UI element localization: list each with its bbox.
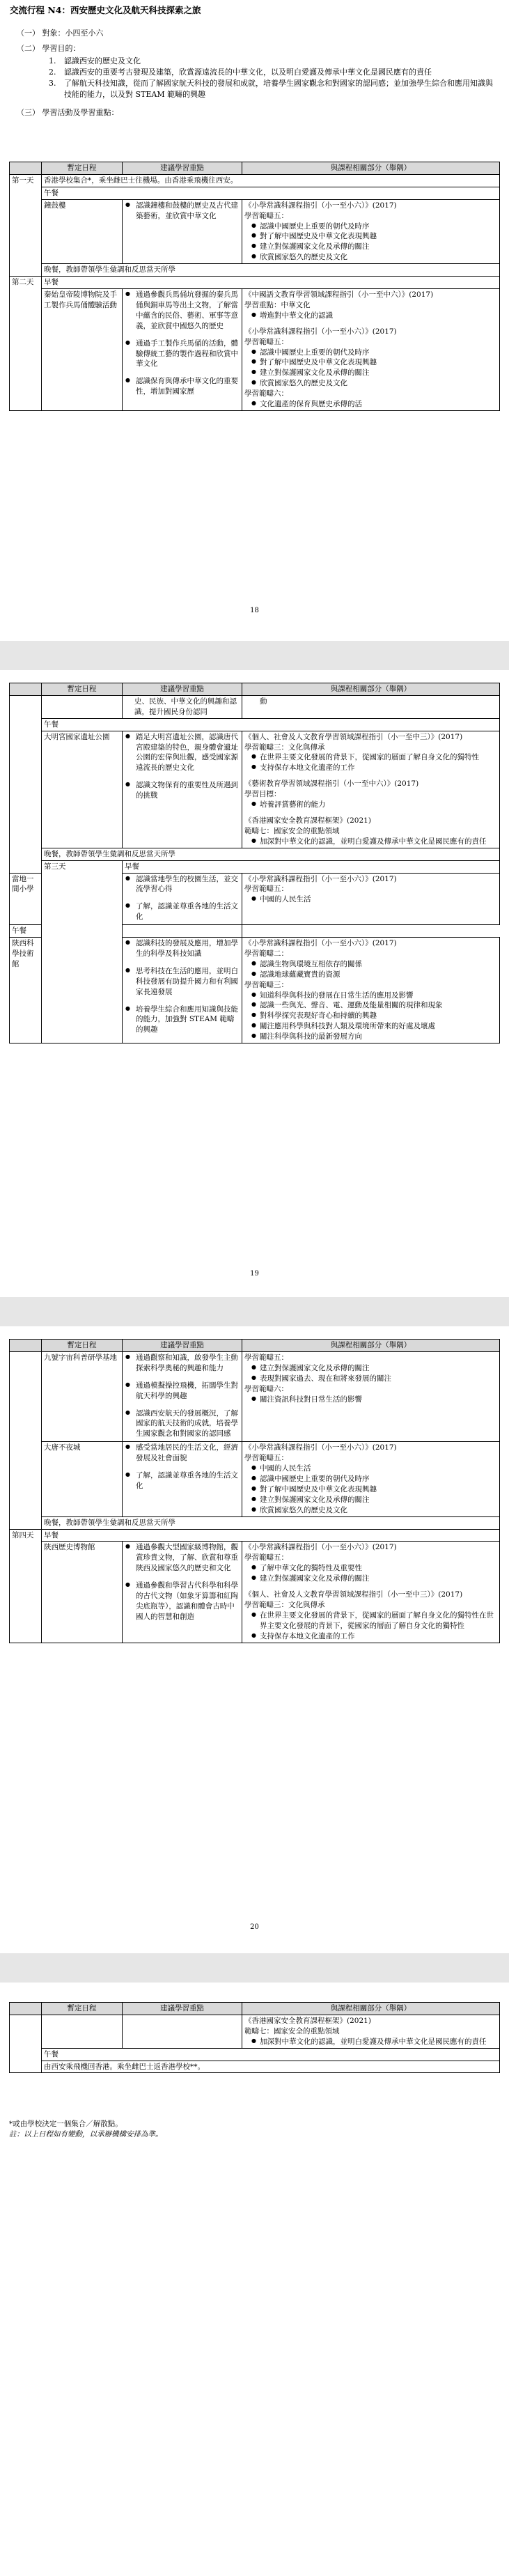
schedule-cell: 秦始皇帝陵博物院及手工製作兵馬俑體驗活動 (42, 288, 123, 410)
header-focus: 建議學習重點 (123, 162, 242, 175)
page-gap (0, 1297, 509, 1326)
table-header-row: 暫定日程 建議學習重點 與課程相關部分（舉隅） (10, 1340, 500, 1352)
curriculum-cell: 《中國語文教育學習領域課程指引（小一至中六）》(2017) 學習重點：中華文化 ● 增進對中華文化的認識 《小學常識科課程指引（小一至小六）》(2017) 學習範疇五： ● 認識中國歷史上重要的朝代及時序 ● 對了解中國歷史及中華文化表現興趣 ● 建立對保護國家文化及承傳的關注 ● 欣賞國家悠久的歷史及文化 學習範疇六： ● 文化遺產的保育與歷史承傳的活 (242, 288, 500, 410)
table-row (10, 199, 500, 263)
goals-heading: （二） 學習目的： (17, 43, 81, 53)
page-number: 19 (250, 1270, 259, 1278)
curriculum-cell: 《小學常識科課程指引（小一至小六）》(2017) 學習範疇二： ● 認識生物與環境互相依存的關係 ● 認識地球蘊藏寶貴的資源 學習範疇三： ● 知道科學與科技的發展在日常生活的應用及影響 ● 認識一些與光、聲音、電、運動及能量相關的現律和現象 ● 對科學探究表現好奇心和持續的興趣 ● 關注應用科學與科技對人類及環境所帶來的好處及壞處 ● 關注科學與科技的最新發展方向 (242, 938, 500, 1043)
focus-cell: ● 通過參觀兵馬俑坑發掘的秦兵馬俑與銅車馬等出土文物，了解當中蘊含的民俗、藝術、軍事等意義，並欣賞中國悠久的歷史 ● 通過手工製作兵馬俑的活動，體驗傳統工藝的製作過程和欣賞中華文化 ● 認識保育與傳承中華文化的重要性，增加對國家歷 (123, 288, 242, 410)
activities-heading: （三） 學習活動及學習重點： (17, 107, 119, 117)
page-21 (0, 1983, 509, 2576)
full-row-text: 香港學校集合*，乘坐雌巴士往機場。由香港乘飛機往西安。 (42, 174, 500, 187)
itinerary-table (9, 683, 500, 1043)
table-row (10, 695, 500, 718)
meal-row: 午餐 (10, 925, 242, 938)
page-20 (0, 1326, 509, 1953)
curriculum-cell: 動 (242, 695, 500, 718)
schedule-cell: 當地一間小學 (10, 873, 42, 925)
table-row (10, 925, 500, 938)
meal-row: 午餐 (42, 187, 500, 199)
page-gap (0, 641, 509, 670)
schedule-cell: 陝西科學技術館 (10, 938, 42, 1043)
dinner-row: 晚餐，教師帶領學生彙調和反思當天所學 (42, 1516, 500, 1529)
page-19 (0, 670, 509, 1297)
goal-item: 2. 認識西安的重要考古發現及建築，欣賞源遠流長的中華文化，以及明白愛護及傳承中華文化是國民應有的責任 (49, 67, 432, 77)
meal-row: 早餐 (42, 1529, 500, 1542)
table-row (10, 2061, 500, 2073)
intro-section (10, 28, 497, 118)
schedule-cell: 大唐不夜城 (42, 1442, 123, 1516)
goals-list (49, 56, 494, 100)
focus-cell: ● 通過觀察和知識，啟發學生主動探索科學奧秘的興趣和能力 ● 通過模擬操控飛機，拓闊學生對航天科學的興趣 ● 認識西安航天的發展概況，了解國家的航天技術的成就，培養學生國家觀念和對國家的認同感 (123, 1351, 242, 1441)
day-label: 第三天 (42, 860, 123, 1043)
full-row-text: 由西安乘飛機回香港。乘坐雌巴士返香港學校**。 (42, 2061, 500, 2073)
table-row (10, 731, 500, 848)
focus-cell: 史、民族、中華文化的興趣和認識，提升國民身份認同 (123, 695, 242, 718)
table-row (10, 1351, 500, 1441)
page-number: 18 (250, 607, 259, 614)
focus-cell: ● 感受當地居民的生活文化，經濟發展及社會面貌 ● 了解，認識並尊重各地的生活文化 (123, 1442, 242, 1516)
goal-item: 1. 認識西安的歷史及文化 (49, 56, 141, 65)
table-row (10, 1516, 500, 1529)
focus-cell: ● 踏足大明宮遺址公園，認識唐代宮殿建築的特色，親身體會遺址公園的宏偉與壯觀，感受國家源遠流長的歷史文化 ● 認識文物保育的重要性及所遇到的挑戰 (123, 731, 242, 848)
header-curriculum: 與課程相關部分（舉隅） (242, 162, 500, 175)
itinerary-table (9, 2002, 500, 2073)
dinner-row: 晚餐，教師帶領學生彙調和反思當天所學 (42, 264, 500, 277)
table-row (10, 1442, 500, 1516)
table-row (10, 277, 500, 289)
schedule-cell: 鐘鼓樓 (42, 199, 123, 263)
day-label: 第二天 (10, 277, 42, 411)
goal-item: 3. 了解航天科技知識，從而了解國家航天科技的發展和成就，培養學生國家觀念和對國家的認同感；並加強學生綜合和應用知識與技能的能力，以及對 STEAM 範疇的興趣 (49, 78, 493, 99)
header-schedule: 暫定日程 (42, 162, 123, 175)
meal-row: 午餐 (42, 718, 500, 731)
focus-cell: ● 認識當地學生的校園生活，並交流學習心得 ● 了解，認識並尊重各地的生活文化 (123, 873, 242, 925)
schedule-cell: 陝西歷史博物館 (42, 1542, 123, 1643)
page-18 (0, 0, 509, 641)
focus-cell: ● 認識科技的發展及應用，增加學生的科學及科技知識 ● 思考科技在生活的應用，並明白科技發展有助提升國力和有利國家長遠發展 ● 培養學生綜合和應用知識與技能的能力，加強對 STEAM 範疇的興趣 (123, 938, 242, 1043)
footnote-change: 註：以上日程如有變動，以承辦機構安排為準。 (9, 2130, 163, 2139)
day-label: 第一天 (10, 174, 42, 276)
table-row (10, 1542, 500, 1643)
page-number: 20 (250, 1923, 259, 1931)
table-header-row: 暫定日程 建議學習重點 與課程相關部分（舉隅） (10, 683, 500, 696)
focus-cell: ● 通過參觀大型國家級博物館，觀賞珍貴文物，了解、欣賞和尊重陝西及國家悠久的歷史和文化 ● 通過參觀和學習古代科學和科學的古代文物（如象牙算籌和紅陶尖底瓶等），認識和體會古時中國人的智慧和創造 (123, 1542, 242, 1643)
focus-cell: ● 認識鐘樓和鼓樓的歷史及古代建築藝術，並欣賞中華文化 (123, 199, 242, 263)
table-row (10, 2048, 500, 2061)
itinerary-title: 交流行程 N4：西安歷史文化及航天科技探索之旅 (10, 5, 201, 15)
itinerary-table (9, 162, 500, 411)
schedule-cell: 九號字宙科普研學基地 (42, 1351, 123, 1441)
footnotes (9, 2119, 163, 2140)
table-row (10, 848, 500, 860)
table-row (10, 718, 500, 731)
table-row (10, 174, 500, 187)
table-row (10, 187, 500, 199)
curriculum-cell: 《小學常識科課程指引（小一至小六）》(2017) 學習範疇五： ● 中國的人民生活 (242, 873, 500, 925)
curriculum-cell: 學習範疇五： ● 建立對保護國家文化及承傳的關注 ● 表現對國家過去、現在和將來發展的關注 學習範疇六： ● 關注資訊科技對日常生活的影響 (242, 1351, 500, 1441)
curriculum-cell: 《香港國家安全教育課程框架》(2021) 範疇七：國家安全的重點領域 ● 加深對中華文化的認識，並明白愛護及傳承中華文化是國民應有的責任 (242, 2015, 500, 2048)
table-row (10, 1529, 500, 1542)
dinner-row: 晚餐，教師帶領學生彙調和反思當天所學 (42, 848, 500, 860)
target-line: （一） 對象：小四至小六 (17, 29, 104, 38)
table-header-row (10, 162, 500, 175)
meal-row: 早餐 (42, 277, 500, 289)
curriculum-cell: 《個人、社會及人文教育學習領域課程指引（小一至中三）》(2017) 學習範疇三：文化與傳承 ● 在世界主要文化發展的背景下，從國家的層面了解自身文化的獨特性 ● 支持保存本地文化遺產的工作 《藝術教育學習領域課程指引（小一至中六）》(2017) 學習目標： ● 培養評賞藝術的能力 《香港國家安全教育課程框架》(2021) 範疇七：國家安全的重點領域 ● 加深對中華文化的認識，並明白愛護及傳承中華文化是國民應有的責任 (242, 731, 500, 848)
table-row (10, 860, 500, 873)
table-row (10, 288, 500, 410)
page-gap (0, 1953, 509, 1983)
schedule-cell: 大明宮國家遺址公園 (42, 731, 123, 848)
footnote-gathering: *或由學校決定一個集合／解散點。 (9, 2120, 123, 2128)
table-row (10, 264, 500, 277)
curriculum-cell: 《小學常識科課程指引（小一至小六）》(2017) 學習範疇五： ● 了解中華文化的獨特性及重要性 ● 建立對保護國家文化及承傳的關注 《個人、社會及人文教育學習領域課程指引（小一至中三）》(2017) 學習範疇三：文化與傳承 ● 在世界主要文化發展的背景下，從國家的層面了解自身文化的獨特性在世界主要文化發展的背景下，從國家的層面了解自身文化的獨特性 ● 支持保存本地文化遺產的工作 (242, 1542, 500, 1643)
itinerary-table (9, 1339, 500, 1643)
meal-row: 早餐 (123, 860, 500, 873)
curriculum-cell: 《小學常識科課程指引（小一至小六）》(2017) 學習範疇五： ● 中國的人民生活 ● 認識中國歷史上重要的朝代及時序 ● 對了解中國歷史及中華文化表現興趣 ● 建立對保護國家文化及承傳的關注 ● 欣賞國家悠久的歷史及文化 (242, 1442, 500, 1516)
table-header-row: 暫定日程 建議學習重點 與課程相關部分（舉隅） (10, 2003, 500, 2015)
curriculum-cell: 《小學常識科課程指引（小一至小六）》(2017) 學習範疇五： ● 認識中國歷史上重要的朝代及時序 ● 對了解中國歷史及中華文化表現興趣 ● 建立對保護國家文化及承傳的關注 ● 欣賞國家悠久的歷史及文化 (242, 199, 500, 263)
meal-row: 午餐 (42, 2048, 500, 2061)
day-label: 第四天 (10, 1529, 42, 1643)
table-row (10, 2015, 500, 2048)
